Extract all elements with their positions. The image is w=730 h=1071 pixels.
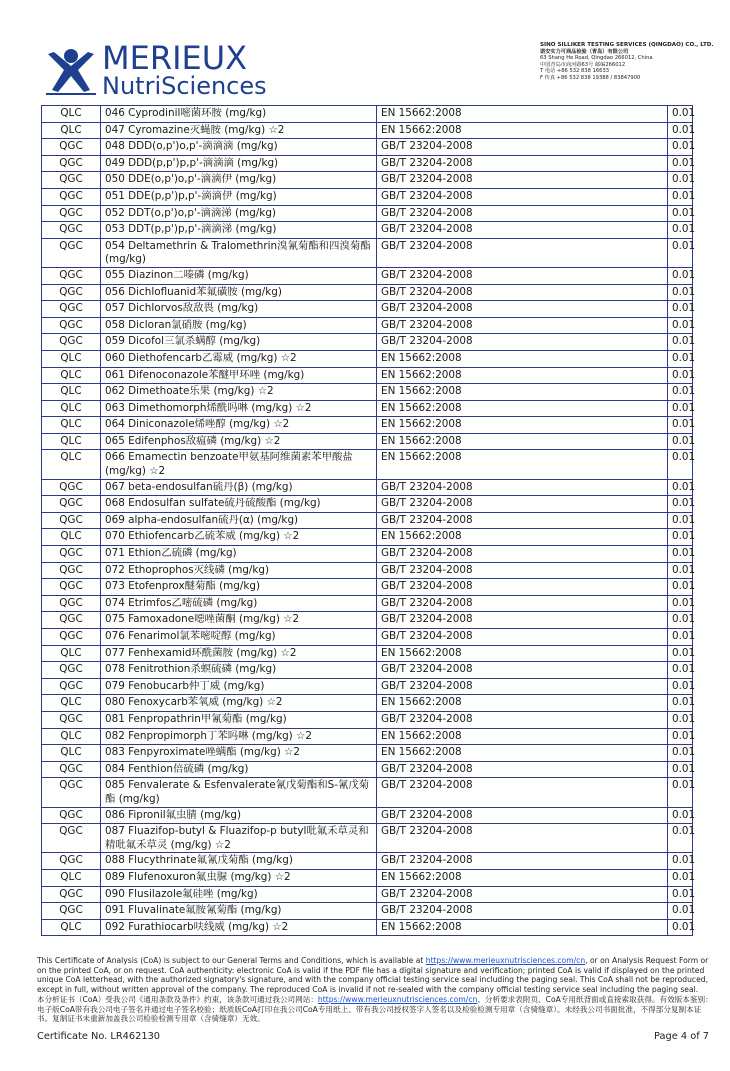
value-cell: 0.01 (668, 267, 693, 284)
analyte-cell: 091 Fluvalinate氟胺氰菊酯 (mg/kg) (101, 903, 377, 920)
table-row (42, 238, 693, 267)
method-cell: QGC (42, 222, 101, 239)
page-number: Page 4 of 7 (654, 1031, 709, 1042)
standard-cell: EN 15662:2008 (377, 450, 668, 479)
standard-cell: EN 15662:2008 (377, 695, 668, 712)
value-cell: 0.01 (668, 869, 693, 886)
method-cell: QGC (42, 546, 101, 563)
company-address-cn: 中国青岛市商河路63号 邮编266012 (540, 61, 626, 68)
value-cell: 0.01 (668, 400, 693, 417)
table-row (42, 778, 693, 807)
method-cell: QGC (42, 662, 101, 679)
table-row (42, 188, 693, 205)
method-cell: QLC (42, 417, 101, 434)
company-tel: T 电话 +86 532 838 16633 (540, 68, 610, 75)
table-row (42, 450, 693, 479)
standard-cell: GB/T 23204-2008 (377, 155, 668, 172)
value-cell: 0.01 (668, 350, 693, 367)
method-cell: QGC (42, 301, 101, 318)
standard-cell: GB/T 23204-2008 (377, 284, 668, 301)
value-cell: 0.01 (668, 238, 693, 267)
standard-cell: GB/T 23204-2008 (377, 479, 668, 496)
method-cell: QGC (42, 334, 101, 351)
value-cell: 0.01 (668, 824, 693, 853)
standard-cell: GB/T 23204-2008 (377, 301, 668, 318)
method-cell: QLC (42, 869, 101, 886)
table-row (42, 695, 693, 712)
value-cell: 0.01 (668, 106, 693, 123)
company-name-cn: 诺安实力可商品检验（青岛）有限公司 (540, 48, 629, 55)
method-cell: QGC (42, 678, 101, 695)
method-cell: QGC (42, 284, 101, 301)
value-cell: 0.01 (668, 903, 693, 920)
analyte-cell: 052 DDT(o,p')o,p'-滴滴涕 (mg/kg) (101, 205, 377, 222)
analyte-cell: 074 Etrimfos乙嘧硫磷 (mg/kg) (101, 595, 377, 612)
table-row (42, 745, 693, 762)
value-cell: 0.01 (668, 417, 693, 434)
company-info (540, 42, 725, 82)
value-cell: 0.01 (668, 579, 693, 596)
analyte-cell: 072 Ethoprophos灭线磷 (mg/kg) (101, 562, 377, 579)
table-row (42, 479, 693, 496)
standard-cell: EN 15662:2008 (377, 433, 668, 450)
results-table (41, 105, 696, 936)
standard-cell: EN 15662:2008 (377, 122, 668, 139)
value-cell: 0.01 (668, 529, 693, 546)
table-row (42, 172, 693, 189)
method-cell: QLC (42, 745, 101, 762)
table-row (42, 334, 693, 351)
method-cell: QLC (42, 695, 101, 712)
table-row (42, 301, 693, 318)
value-cell: 0.01 (668, 139, 693, 156)
method-cell: QLC (42, 384, 101, 401)
analyte-cell: 047 Cyromazine灭蝇胺 (mg/kg) ☆2 (101, 122, 377, 139)
analyte-cell: 092 Furathiocarb呋线威 (mg/kg) ☆2 (101, 919, 377, 936)
value-cell: 0.01 (668, 205, 693, 222)
method-cell: QGC (42, 172, 101, 189)
company-address: 63 Shang He Road, Qingdao 266012, China (540, 55, 653, 62)
standard-cell: GB/T 23204-2008 (377, 139, 668, 156)
method-cell: QLC (42, 400, 101, 417)
value-cell: 0.01 (668, 172, 693, 189)
table-row (42, 317, 693, 334)
table-row (42, 562, 693, 579)
footer-text-en (37, 956, 713, 995)
merieux-logo (44, 40, 294, 102)
analyte-cell: 066 Emamectin benzoate甲氨基阿维菌素苯甲酸盐 (mg/kg) ☆2 (101, 450, 377, 479)
results-table-body (42, 106, 696, 936)
table-row (42, 645, 693, 662)
analyte-cell: 064 Diniconazole烯唑醇 (mg/kg) ☆2 (101, 417, 377, 434)
standard-cell: GB/T 23204-2008 (377, 188, 668, 205)
table-row (42, 579, 693, 596)
table-row (42, 529, 693, 546)
standard-cell: GB/T 23204-2008 (377, 496, 668, 513)
method-cell: QLC (42, 450, 101, 479)
value-cell: 0.01 (668, 450, 693, 479)
table-row (42, 222, 693, 239)
analyte-cell: 087 Fluazifop-butyl & Fluazifop-p butyl吡氟禾草灵和精吡氟禾草灵 (mg/kg) ☆2 (101, 824, 377, 853)
value-cell: 0.01 (668, 479, 693, 496)
value-cell: 0.01 (668, 301, 693, 318)
table-row (42, 284, 693, 301)
value-cell: 0.01 (668, 122, 693, 139)
standard-cell: EN 15662:2008 (377, 529, 668, 546)
analyte-cell: 055 Diazinon二嗪磷 (mg/kg) (101, 267, 377, 284)
method-cell: QGC (42, 612, 101, 629)
method-cell: QLC (42, 350, 101, 367)
standard-cell: GB/T 23204-2008 (377, 546, 668, 563)
standard-cell: GB/T 23204-2008 (377, 238, 668, 267)
method-cell: QGC (42, 579, 101, 596)
method-cell: QGC (42, 711, 101, 728)
standard-cell: EN 15662:2008 (377, 367, 668, 384)
value-cell: 0.01 (668, 761, 693, 778)
value-cell: 0.01 (668, 334, 693, 351)
method-cell: QGC (42, 317, 101, 334)
table-row (42, 824, 693, 853)
standard-cell: GB/T 23204-2008 (377, 886, 668, 903)
value-cell: 0.01 (668, 384, 693, 401)
method-cell: QGC (42, 155, 101, 172)
value-cell: 0.01 (668, 745, 693, 762)
analyte-cell: 061 Difenoconazole苯醚甲环唑 (mg/kg) (101, 367, 377, 384)
value-cell: 0.01 (668, 188, 693, 205)
analyte-cell: 070 Ethiofencarb乙硫苯威 (mg/kg) ☆2 (101, 529, 377, 546)
value-cell: 0.01 (668, 678, 693, 695)
standard-cell: EN 15662:2008 (377, 350, 668, 367)
footer-en-part2: , or on Analysis Request Form or on the printed CoA, or on request. CoA authenticity: electronic CoA is valid if the PDF file has a digital signature and verification; printed CoA is valid if displayed on the printed unique CoA letterhead, with the authorized signatory's signature, and with the company official testing service seal including the paging seal. This CoA shall not be reproduced, except in full, without written approval of the company. The reproduced CoA is invalid if not re-sealed with the company official testing service seal including the paging seal. (37, 956, 709, 995)
value-cell: 0.01 (668, 562, 693, 579)
table-row (42, 711, 693, 728)
standard-cell: GB/T 23204-2008 (377, 761, 668, 778)
standard-cell: GB/T 23204-2008 (377, 807, 668, 824)
method-cell: QGC (42, 824, 101, 853)
analyte-cell: 051 DDE(p,p')p,p'-滴滴伊 (mg/kg) (101, 188, 377, 205)
analyte-cell: 050 DDE(o,p')o,p'-滴滴伊 (mg/kg) (101, 172, 377, 189)
value-cell: 0.01 (668, 284, 693, 301)
table-row (42, 728, 693, 745)
footer-terms-link-cn[interactable]: https://www.merieuxnutrisciences.com/cn (317, 994, 478, 1004)
footer-terms-link[interactable]: https://www.merieuxnutrisciences.com/cn (425, 956, 586, 965)
standard-cell: GB/T 23204-2008 (377, 824, 668, 853)
analyte-cell: 057 Dichlorvos敌敌畏 (mg/kg) (101, 301, 377, 318)
method-cell: QGC (42, 629, 101, 646)
method-cell: QGC (42, 496, 101, 513)
method-cell: QGC (42, 512, 101, 529)
standard-cell: GB/T 23204-2008 (377, 334, 668, 351)
table-row (42, 629, 693, 646)
method-cell: QGC (42, 238, 101, 267)
table-row (42, 139, 693, 156)
value-cell: 0.01 (668, 662, 693, 679)
table-row (42, 807, 693, 824)
document-header (0, 0, 730, 104)
table-row (42, 496, 693, 513)
analyte-cell: 068 Endosulfan sulfate硫丹硫酸酯 (mg/kg) (101, 496, 377, 513)
analyte-cell: 077 Fenhexamid环酰菌胺 (mg/kg) ☆2 (101, 645, 377, 662)
standard-cell: EN 15662:2008 (377, 106, 668, 123)
standard-cell: GB/T 23204-2008 (377, 205, 668, 222)
table-row (42, 546, 693, 563)
analyte-cell: 060 Diethofencarb乙霉威 (mg/kg) ☆2 (101, 350, 377, 367)
table-row (42, 205, 693, 222)
value-cell: 0.01 (668, 629, 693, 646)
table-row (42, 155, 693, 172)
certificate-number: Certificate No. LR462130 (37, 1031, 161, 1042)
value-cell: 0.01 (668, 612, 693, 629)
analyte-cell: 056 Dichlofluanid苯氟磺胺 (mg/kg) (101, 284, 377, 301)
table-row (42, 612, 693, 629)
method-cell: QGC (42, 761, 101, 778)
value-cell: 0.01 (668, 433, 693, 450)
analyte-cell: 069 alpha-endosulfan硫丹(α) (mg/kg) (101, 512, 377, 529)
value-cell: 0.01 (668, 496, 693, 513)
analyte-cell: 054 Deltamethrin & Tralomethrin溴氰菊酯和四溴菊酯 (mg/kg) (101, 238, 377, 267)
method-cell: QGC (42, 205, 101, 222)
standard-cell: GB/T 23204-2008 (377, 172, 668, 189)
standard-cell: EN 15662:2008 (377, 869, 668, 886)
standard-cell: EN 15662:2008 (377, 745, 668, 762)
table-row (42, 433, 693, 450)
standard-cell: GB/T 23204-2008 (377, 903, 668, 920)
standard-cell: GB/T 23204-2008 (377, 778, 668, 807)
value-cell: 0.01 (668, 155, 693, 172)
standard-cell: GB/T 23204-2008 (377, 629, 668, 646)
table-row (42, 367, 693, 384)
analyte-cell: 085 Fenvalerate & Esfenvalerate氰戊菊酯和S-氰戊菊酯 (mg/kg) (101, 778, 377, 807)
analyte-cell: 048 DDD(o,p')o,p'-滴滴滴 (mg/kg) (101, 139, 377, 156)
method-cell: QLC (42, 367, 101, 384)
footer-en-part1: This Certificate of Analysis (CoA) is subject to our General Terms and Conditions, which is available at (37, 956, 426, 965)
method-cell: QGC (42, 267, 101, 284)
table-row (42, 853, 693, 870)
value-cell: 0.01 (668, 886, 693, 903)
method-cell: QLC (42, 106, 101, 123)
standard-cell: GB/T 23204-2008 (377, 662, 668, 679)
analyte-cell: 083 Fenpyroximate唑螨酯 (mg/kg) ☆2 (101, 745, 377, 762)
value-cell: 0.01 (668, 807, 693, 824)
method-cell: QLC (42, 433, 101, 450)
table-row (42, 106, 693, 123)
analyte-cell: 063 Dimethomorph烯酰吗啉 (mg/kg) ☆2 (101, 400, 377, 417)
method-cell: QGC (42, 903, 101, 920)
analyte-cell: 071 Ethion乙硫磷 (mg/kg) (101, 546, 377, 563)
table-row (42, 350, 693, 367)
analyte-cell: 086 Fipronil氟虫腈 (mg/kg) (101, 807, 377, 824)
analyte-cell: 067 beta-endosulfan硫丹(β) (mg/kg) (101, 479, 377, 496)
standard-cell: GB/T 23204-2008 (377, 317, 668, 334)
method-cell: QGC (42, 778, 101, 807)
standard-cell: GB/T 23204-2008 (377, 579, 668, 596)
method-cell: QGC (42, 139, 101, 156)
method-cell: QLC (42, 645, 101, 662)
standard-cell: EN 15662:2008 (377, 645, 668, 662)
method-cell: QGC (42, 853, 101, 870)
standard-cell: GB/T 23204-2008 (377, 562, 668, 579)
value-cell: 0.01 (668, 512, 693, 529)
value-cell: 0.01 (668, 728, 693, 745)
standard-cell: GB/T 23204-2008 (377, 711, 668, 728)
analyte-cell: 058 Dicloran氯硝胺 (mg/kg) (101, 317, 377, 334)
table-row (42, 267, 693, 284)
value-cell: 0.01 (668, 546, 693, 563)
value-cell: 0.01 (668, 222, 693, 239)
standard-cell: GB/T 23204-2008 (377, 267, 668, 284)
table-row (42, 595, 693, 612)
company-name: SINO SILLIKER TESTING SERVICES (QINGDAO) CO., LTD. (540, 42, 714, 48)
standard-cell: GB/T 23204-2008 (377, 222, 668, 239)
value-cell: 0.01 (668, 919, 693, 936)
analyte-cell: 090 Flusilazole氟硅唑 (mg/kg) (101, 886, 377, 903)
analyte-cell: 078 Fenitrothion杀螟硫磷 (mg/kg) (101, 662, 377, 679)
analyte-cell: 088 Flucythrinate氟氰戊菊酯 (mg/kg) (101, 853, 377, 870)
analyte-cell: 076 Fenarimol氯苯嘧啶醇 (mg/kg) (101, 629, 377, 646)
method-cell: QLC (42, 919, 101, 936)
standard-cell: GB/T 23204-2008 (377, 678, 668, 695)
analyte-cell: 059 Dicofol三氯杀螨醇 (mg/kg) (101, 334, 377, 351)
value-cell: 0.01 (668, 853, 693, 870)
method-cell: QGC (42, 886, 101, 903)
standard-cell: EN 15662:2008 (377, 728, 668, 745)
method-cell: QGC (42, 807, 101, 824)
value-cell: 0.01 (668, 317, 693, 334)
standard-cell: EN 15662:2008 (377, 384, 668, 401)
analyte-cell: 089 Flufenoxuron氟虫脲 (mg/kg) ☆2 (101, 869, 377, 886)
table-row (42, 869, 693, 886)
brand-name: MERIEUX (102, 39, 248, 77)
method-cell: QGC (42, 188, 101, 205)
analyte-cell: 081 Fenpropathrin甲氰菊酯 (mg/kg) (101, 711, 377, 728)
table-row (42, 400, 693, 417)
analyte-cell: 082 Fenpropimorph丁苯吗啉 (mg/kg) ☆2 (101, 728, 377, 745)
analyte-cell: 080 Fenoxycarb苯氧威 (mg/kg) ☆2 (101, 695, 377, 712)
standard-cell: EN 15662:2008 (377, 400, 668, 417)
method-cell: QLC (42, 122, 101, 139)
legal-footer (37, 956, 713, 1024)
table-row (42, 678, 693, 695)
standard-cell: GB/T 23204-2008 (377, 853, 668, 870)
value-cell: 0.01 (668, 711, 693, 728)
brand-subname: NutriSciences (102, 72, 267, 100)
value-cell: 0.01 (668, 695, 693, 712)
analyte-cell: 062 Dimethoate乐果 (mg/kg) ☆2 (101, 384, 377, 401)
footer-text-cn (37, 995, 713, 1024)
table-row (42, 662, 693, 679)
table-row (42, 903, 693, 920)
method-cell: QGC (42, 595, 101, 612)
value-cell: 0.01 (668, 778, 693, 807)
analyte-cell: 075 Famoxadone噁唑菌酮 (mg/kg) ☆2 (101, 612, 377, 629)
table-row (42, 417, 693, 434)
standard-cell: GB/T 23204-2008 (377, 512, 668, 529)
merieux-logo-icon (44, 46, 98, 96)
value-cell: 0.01 (668, 645, 693, 662)
analyte-cell: 079 Fenobucarb仲丁威 (mg/kg) (101, 678, 377, 695)
method-cell: QGC (42, 479, 101, 496)
standard-cell: GB/T 23204-2008 (377, 612, 668, 629)
table-row (42, 384, 693, 401)
standard-cell: EN 15662:2008 (377, 919, 668, 936)
table-row (42, 886, 693, 903)
table-row (42, 512, 693, 529)
analyte-cell: 049 DDD(p,p')p,p'-滴滴滴 (mg/kg) (101, 155, 377, 172)
footer-cn-part2: 、分析要求表附页、CoA专用纸背面或直接索取获得。有效版本鉴别：电子版CoA带有我公司电子签名并通过电子签名校验；纸质版CoA打印在我公司CoA专用纸上、带有我公司授权签字人签名以及检验检测专用章（含骑缝章）。未经我公司书面批准，不得部分复制本证书。复制证书未重新加盖我公司检验检测专用章（含骑缝章）无效。 (37, 994, 713, 1024)
method-cell: QGC (42, 562, 101, 579)
analyte-cell: 084 Fenthion倍硫磷 (mg/kg) (101, 761, 377, 778)
analyte-cell: 053 DDT(p,p')p,p'-滴滴涕 (mg/kg) (101, 222, 377, 239)
table-row (42, 761, 693, 778)
value-cell: 0.01 (668, 595, 693, 612)
analyte-cell: 065 Edifenphos敌瘟磷 (mg/kg) ☆2 (101, 433, 377, 450)
company-fax: F 传真 +86 532 838 19388 / 83847900 (540, 74, 641, 81)
method-cell: QLC (42, 529, 101, 546)
standard-cell: GB/T 23204-2008 (377, 595, 668, 612)
table-row (42, 919, 693, 936)
table-row (42, 122, 693, 139)
analyte-cell: 046 Cyprodinil嘧菌环胺 (mg/kg) (101, 106, 377, 123)
method-cell: QLC (42, 728, 101, 745)
standard-cell: EN 15662:2008 (377, 417, 668, 434)
value-cell: 0.01 (668, 367, 693, 384)
analyte-cell: 073 Etofenprox醚菊酯 (mg/kg) (101, 579, 377, 596)
footer-cn-part1: 本分析证书（CoA）受我公司《通用条款及条件》约束，该条款可通过我公司网站： (37, 994, 318, 1004)
